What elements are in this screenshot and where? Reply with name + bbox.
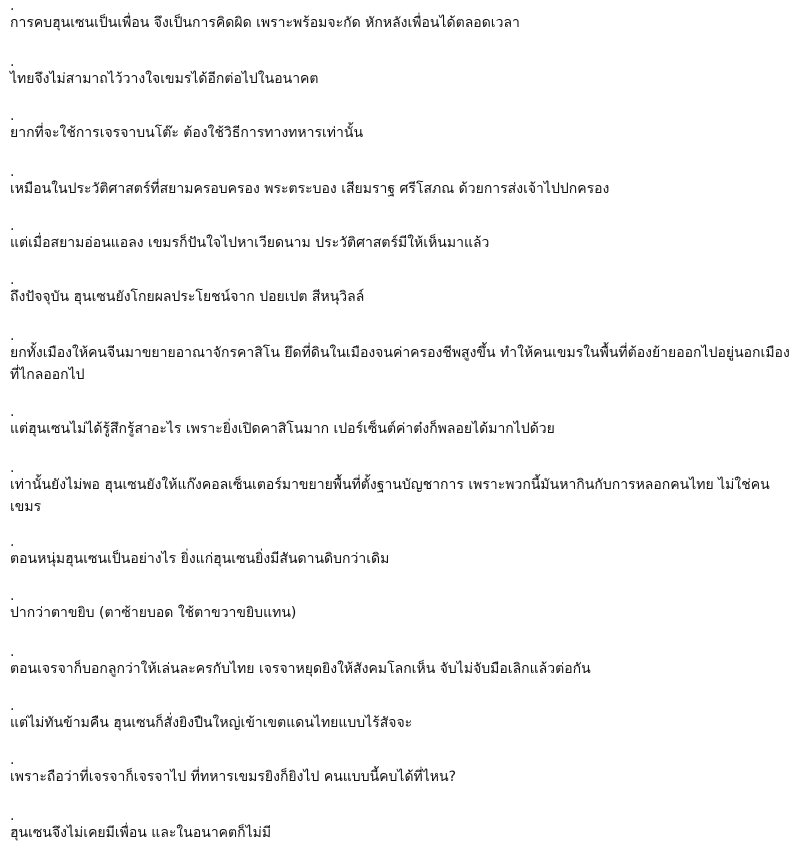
paragraph bbox=[10, 754, 798, 788]
paragraph bbox=[10, 274, 798, 308]
paragraph-text: เพราะถือว่าที่เจรจาก็เจรจาไป ที่ทหารเขมรยิงก็ยิงไป คนแบบนี้คบได้ที่ไหน? bbox=[10, 769, 457, 785]
paragraph-text: ยกทั้งเมืองให้คนจีนมาขยายอาณาจักรคาสิโน ยึดที่ดินในเมืองจนค่าครองชีพสูงขึ้น ทำให้คนเขมรในพื้นที่ต้องย้ายออกไปอยู่นอกเมืองที่ไกลออกไป bbox=[10, 345, 790, 383]
paragraph bbox=[10, 536, 798, 570]
paragraph-text: ยากที่จะใช้การเจรจาบนโต๊ะ ต้องใช้วิธีการทางทหารเท่านั้น bbox=[10, 125, 364, 141]
paragraph bbox=[10, 646, 798, 680]
paragraph-text: การคบฮุนเซนเป็นเพื่อน จึงเป็นการคิดผิด เพราะพร้อมจะกัด หักหลังเพื่อนได้ตลอดเวลา bbox=[10, 15, 520, 31]
paragraph-separator-dot: . bbox=[10, 752, 15, 768]
paragraph bbox=[10, 110, 798, 144]
paragraph-separator-dot: . bbox=[10, 460, 15, 476]
paragraph-text: ปากว่าตาขยิบ (ตาซ้ายบอด ใช้ตาขวาขยิบแทน) bbox=[10, 605, 297, 621]
paragraph-separator-dot: . bbox=[10, 108, 15, 124]
paragraph-separator-dot: . bbox=[10, 644, 15, 660]
paragraph-text: ฮุนเซนจึงไม่เคยมีเพื่อน และในอนาคตก็ไม่มี bbox=[10, 825, 272, 841]
paragraph-separator-dot: . bbox=[10, 328, 15, 344]
paragraph-text: แต่เมื่อสยามอ่อนแอลง เขมรก็ปันใจไปหาเวียดนาม ประวัติศาสตร์มีให้เห็นมาแล้ว bbox=[10, 235, 490, 251]
paragraph bbox=[10, 462, 798, 518]
paragraph bbox=[10, 330, 798, 386]
paragraph-text: ไทยจึงไม่สามาถไว้วางใจเขมรได้อีกต่อไปในอนาคต bbox=[10, 71, 319, 87]
paragraph bbox=[10, 166, 798, 200]
paragraph-text: แต่ฮุนเซนไม่ได้รู้สึกรู้สาอะไร เพราะยิ่งเปิดคาสิโนมาก เปอร์เซ็นต์ค่าต๋งก็พลอยได้มากไปด้วย bbox=[10, 421, 555, 437]
paragraph bbox=[10, 810, 798, 844]
paragraph-text: เท่านั้นยังไม่พอ ฮุนเซนยังให้แก๊งคอลเซ็นเตอร์มาขยายพื้นที่ตั้งฐานบัญชาการ เพราะพวกนี้มันหากินกับการหลอกคนไทย ไม่ใช่คนเขมร bbox=[10, 477, 770, 515]
paragraph bbox=[10, 406, 798, 440]
paragraph-separator-dot: . bbox=[10, 588, 15, 604]
paragraph-text: ถึงปัจจุบัน ฮุนเซนยังโกยผลประโยชน์จาก ปอยเปต สีหนุวิลล์ bbox=[10, 289, 365, 305]
paragraph bbox=[10, 0, 798, 34]
paragraph-separator-dot: . bbox=[10, 0, 15, 14]
paragraph-text: ตอนเจรจาก็บอกลูกว่าให้เล่นละครกับไทย เจรจาหยุดยิงให้สังคมโลกเห็น จับไม่จับมือเลิกแล้วต่อกัน bbox=[10, 661, 591, 677]
paragraph-text: แต่ไม่ทันข้ามคืน ฮุนเซนก็สั่งยิงปืนใหญ่เข้าเขตแดนไทยแบบไร้สัจจะ bbox=[10, 715, 413, 731]
paragraph bbox=[10, 220, 798, 254]
paragraph-separator-dot: . bbox=[10, 698, 15, 714]
paragraph-separator-dot: . bbox=[10, 164, 15, 180]
paragraph bbox=[10, 56, 798, 90]
paragraph-text: เหมือนในประวัติศาสตร์ที่สยามครอบครอง พระตระบอง เสียมราฐ ศรีโสภณ ด้วยการส่งเจ้าไปปกครอง bbox=[10, 181, 610, 197]
paragraph-separator-dot: . bbox=[10, 54, 15, 70]
paragraph-separator-dot: . bbox=[10, 808, 15, 824]
paragraph-separator-dot: . bbox=[10, 534, 15, 550]
paragraph bbox=[10, 700, 798, 734]
paragraph-separator-dot: . bbox=[10, 218, 15, 234]
paragraph-separator-dot: . bbox=[10, 404, 15, 420]
paragraph bbox=[10, 590, 798, 624]
paragraph-separator-dot: . bbox=[10, 272, 15, 288]
paragraph-text: ตอนหนุ่มฮุนเซนเป็นอย่างไร ยิ่งแก่ฮุนเซนยิ่งมีสันดานดิบกว่าเดิม bbox=[10, 551, 390, 567]
